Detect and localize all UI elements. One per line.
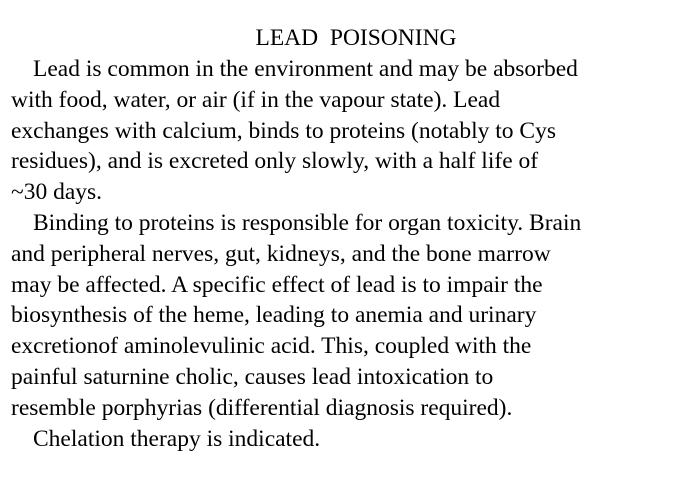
text-line: exchanges with calcium, binds to proteins (notably to Cys [11, 117, 556, 144]
paragraph-absorption [11, 54, 671, 208]
text-line: ~30 days. [11, 179, 103, 206]
paragraph-therapy [11, 424, 671, 455]
text-line: resemble porphyrias (differential diagnosis required). [11, 394, 513, 421]
text-line: Binding to proteins is responsible for organ toxicity. Brain [33, 209, 582, 236]
text-line: and peripheral nerves, gut, kidneys, and the bone marrow [11, 240, 551, 267]
text-line: Lead is common in the environment and may be absorbed [33, 56, 578, 82]
text-line: painful saturnine cholic, causes lead intoxication to [11, 363, 494, 390]
text-line: may be affected. A specific effect of lead is to impair the [11, 271, 543, 298]
text-line: excretionof aminolevulinic acid. This, coupled with the [11, 333, 532, 360]
document-page [11, 22, 671, 454]
text-line: residues), and is excreted only slowly, with a half life of [11, 148, 539, 175]
text-line: with food, water, or air (if in the vapour state). Lead [11, 86, 501, 113]
paragraph-toxicity [11, 208, 671, 424]
text-line: Chelation therapy is indicated. [33, 425, 321, 452]
document-title: LEAD POISONING [255, 25, 457, 51]
text-line: biosynthesis of the heme, leading to anemia and urinary [11, 302, 537, 329]
